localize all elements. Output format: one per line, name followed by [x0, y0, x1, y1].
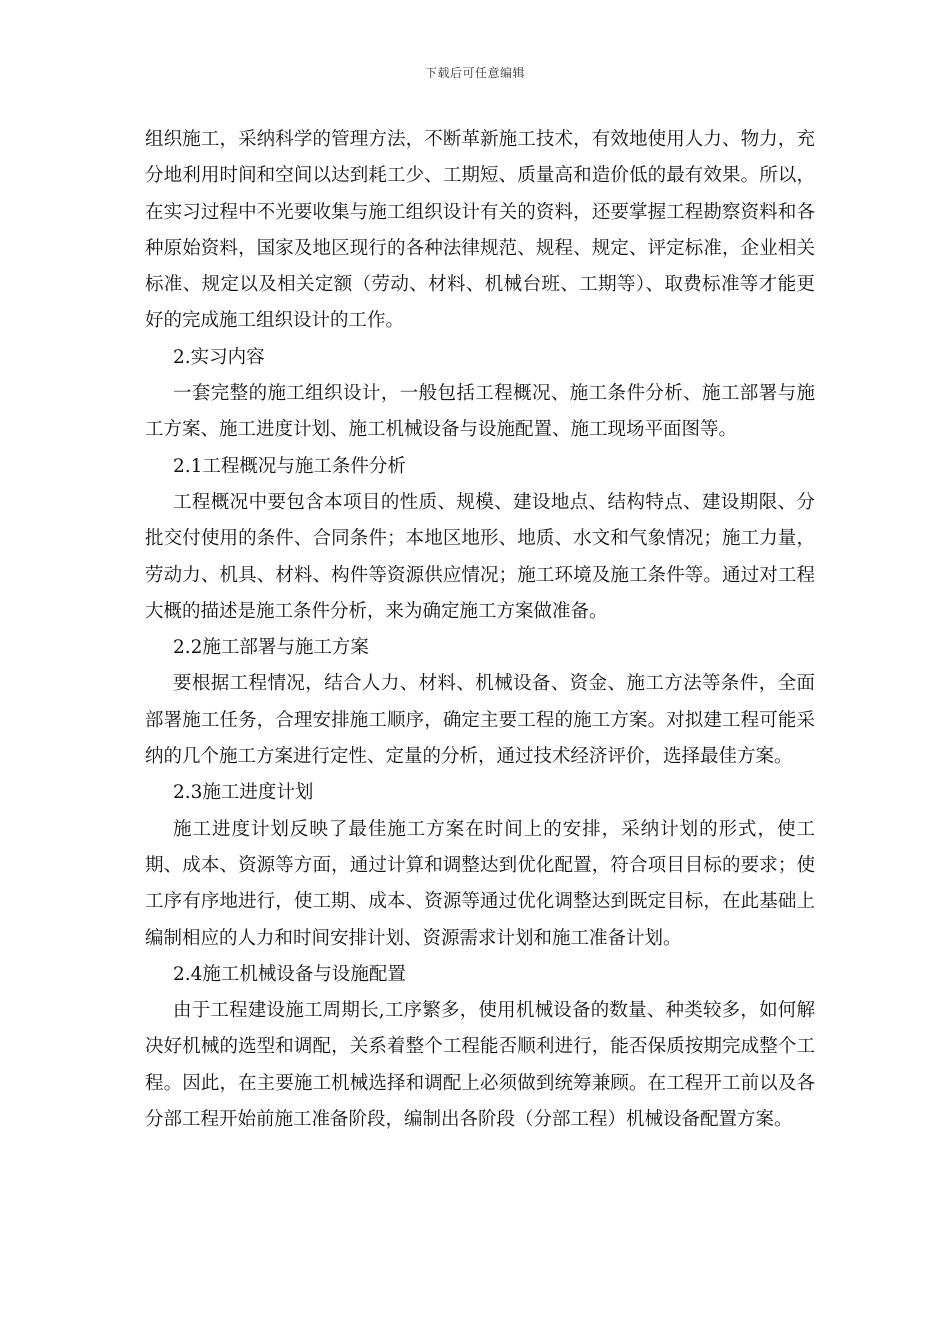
section-heading: 2.4施工机械设备与设施配置: [173, 963, 406, 985]
body-paragraph: 施工进度计划反映了最佳施工方案在时间上的安排，采纳计划的形式，使工期、成本、资源等方面，通过计算和调整达到优化配置，符合项目目标的要求；使工序有序地进行，使工期、成本、资源等通过优化调整达到既定目标，在此基础上编制相应的人力和时间安排计划、资源需求计划和施工准备计划。: [145, 818, 815, 949]
section-heading: 2.实习内容: [173, 346, 265, 368]
body-paragraph: 要根据工程情况，结合人力、材料、机械设备、资金、施工方法等条件，全面部署施工任务，合理安排施工顺序，确定主要工程的施工方案。对拟建工程可能采纳的几个施工方案进行定性、定量的分析，通过技术经济评价，选择最佳方案。: [145, 673, 815, 768]
body-paragraph: 组织施工，采纳科学的管理方法，不断革新施工技术，有效地使用人力、物力，充分地利用时间和空间以达到耗工少、工期短、质量高和造价低的最有效果。所以，在实习过程中不光要收集与施工组织设计有关的资料，还要掌握工程勘察资料和各种原始资料，国家及地区现行的各种法律规范、规程、规定、评定标准，企业相关标准、规定以及相关定额（劳动、材料、机械台班、工期等）、取费标准等才能更好的完成施工组织设计的工作。: [145, 129, 815, 332]
page-header: 下载后可任意编辑: [424, 66, 525, 80]
body-paragraph: 工程概况中要包含本项目的性质、规模、建设地点、结构特点、建设期限、分批交付使用的条件、合同条件；本地区地形、地质、水文和气象情况；施工力量，劳动力、机具、材料、构件等资源供应情况；施工环境及施工条件等。通过对工程大概的描述是施工条件分析，来为确定施工方案做准备。: [145, 491, 815, 622]
section-heading: 2.1工程概况与施工条件分析: [173, 455, 406, 477]
body-paragraph: 一套完整的施工组织设计，一般包括工程概况、施工条件分析、施工部署与施工方案、施工进度计划、施工机械设备与设施配置、施工现场平面图等。: [145, 383, 815, 441]
page-body: [145, 122, 815, 1138]
section-heading: 2.3施工进度计划: [173, 782, 314, 804]
section-heading: 2.2施工部署与施工方案: [173, 637, 369, 659]
body-paragraph: 由于工程建设施工周期长,工序繁多，使用机械设备的数量、种类较多，如何解决好机械的选型和调配，关系着整个工程能否顺利进行，能否保质按期完成整个工程。因此，在主要施工机械选择和调配上必须做到统筹兼顾。在工程开工前以及各分部工程开始前施工准备阶段，编制出各阶段（分部工程）机械设备配置方案。: [145, 1000, 815, 1131]
